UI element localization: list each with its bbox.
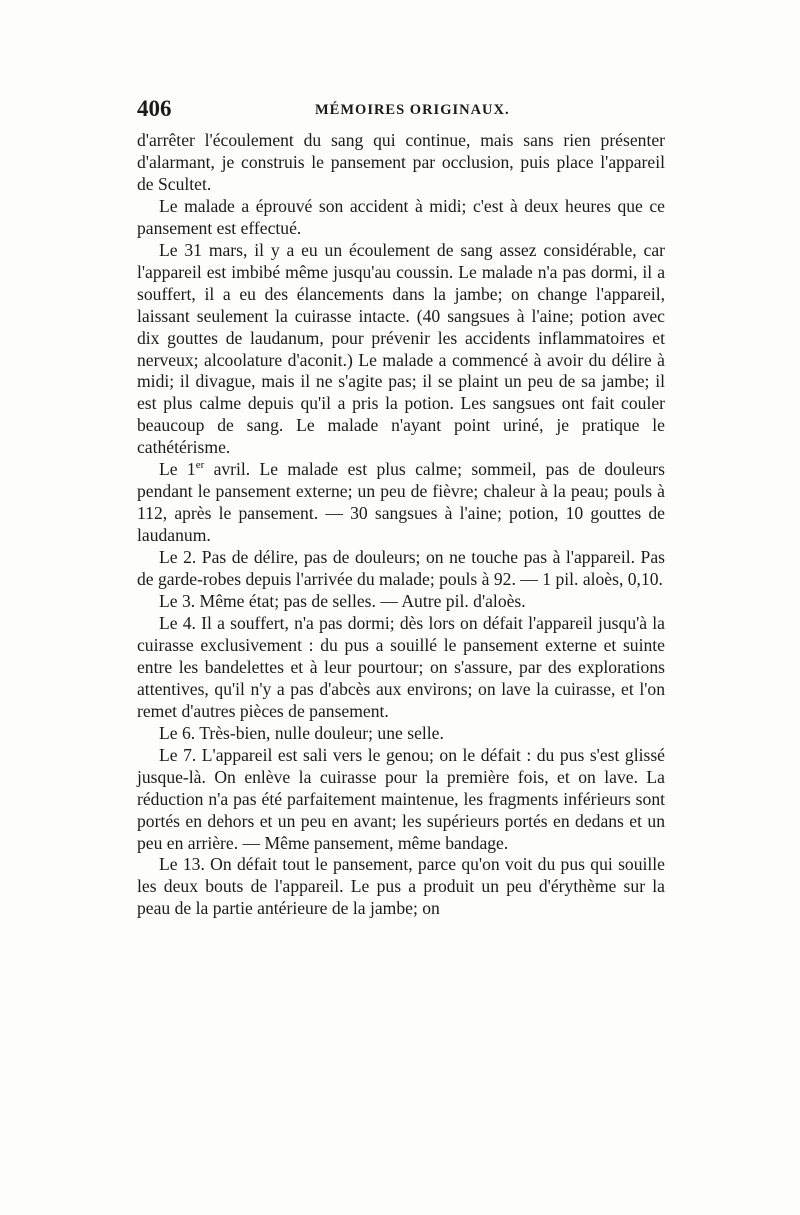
page-number: 406 xyxy=(137,96,172,121)
paragraph: Le malade a éprouvé son accident à midi; c'est à deux heures que ce pansement est effectué. xyxy=(137,195,665,238)
paragraph: d'arrêter l'écoulement du sang qui continue, mais sans rien présenter d'alarmant, je construis le pansement par occlusion, puis place l'appareil de Scultet. xyxy=(137,130,665,194)
paragraph: Le 7. L'appareil est sali vers le genou; on le défait : du pus s'est glissé jusque-là. On enlève la cuirasse pour la première fois, et on lave. La réduction n'a pas été parfaitement maintenue, les fragments inférieurs sont portés en dehors et un peu en avant; les supérieurs portés en dedans et un peu en arrière. — Même pansement, même bandage. xyxy=(137,744,665,853)
paragraph-text: avril. Le malade est plus calme; sommeil, pas de douleurs pendant le pansement externe; un peu de fièvre; chaleur à la peau; pouls à 112, après le pansement. — 30 sangsues à l'aine; potion, 10 gouttes de laudanum. xyxy=(137,459,665,546)
ordinal-superscript: er xyxy=(195,459,205,472)
page-header xyxy=(137,96,667,126)
paragraph: Le 4. Il a souffert, n'a pas dormi; dès lors on défait l'appareil jusqu'à la cuirasse exclusivement : du pus a souillé le pansement externe et suinte entre les bandelettes et à leur pourtour; on s'assure, par des explorations attentives, qu'il n'y a pas d'abcès aux environs; on lave la cuirasse, et l'on remet d'autres pièces de pansement. xyxy=(137,612,665,721)
paragraph: Le 2. Pas de délire, pas de douleurs; on ne touche pas à l'appareil. Pas de garde-robes depuis l'arrivée du malade; pouls à 92. — 1 pil. aloès, 0,10. xyxy=(137,547,665,590)
date-prefix: Le 1 xyxy=(159,459,196,480)
paragraph xyxy=(137,459,665,547)
paragraph: Le 6. Très-bien, nulle douleur; une selle. xyxy=(159,722,444,743)
running-title: MÉMOIRES ORIGINAUX. xyxy=(315,102,510,118)
body-text xyxy=(137,130,665,920)
paragraph: Le 13. On défait tout le pansement, parce qu'on voit du pus qui souille les deux bouts de l'appareil. Le pus a produit un peu d'érythème sur la peau de la partie antérieure de la jambe; on xyxy=(137,854,665,919)
paragraph: Le 3. Même état; pas de selles. — Autre pil. d'aloès. xyxy=(159,591,526,612)
paragraph: Le 31 mars, il y a eu un écoulement de sang assez considérable, car l'appareil est imbibé même jusqu'au coussin. Le malade n'a pas dormi, il a souffert, il a eu des élancements dans la jambe; on change l'appareil, laissant seulement la cuirasse intacte. (40 sangsues à l'aine; potion avec dix gouttes de laudanum, pour prévenir les accidents inflammatoires et nerveux; alcoolature d'aconit.) Le malade a commencé à avoir du délire à midi; il divague, mais il ne s'agite pas; il se plaint un peu de sa jambe; il est plus calme depuis qu'il a pris la potion. Les sangsues ont fait couler beaucoup de sang. Le malade n'ayant point uriné, je pratique le cathétérisme. xyxy=(137,239,665,458)
